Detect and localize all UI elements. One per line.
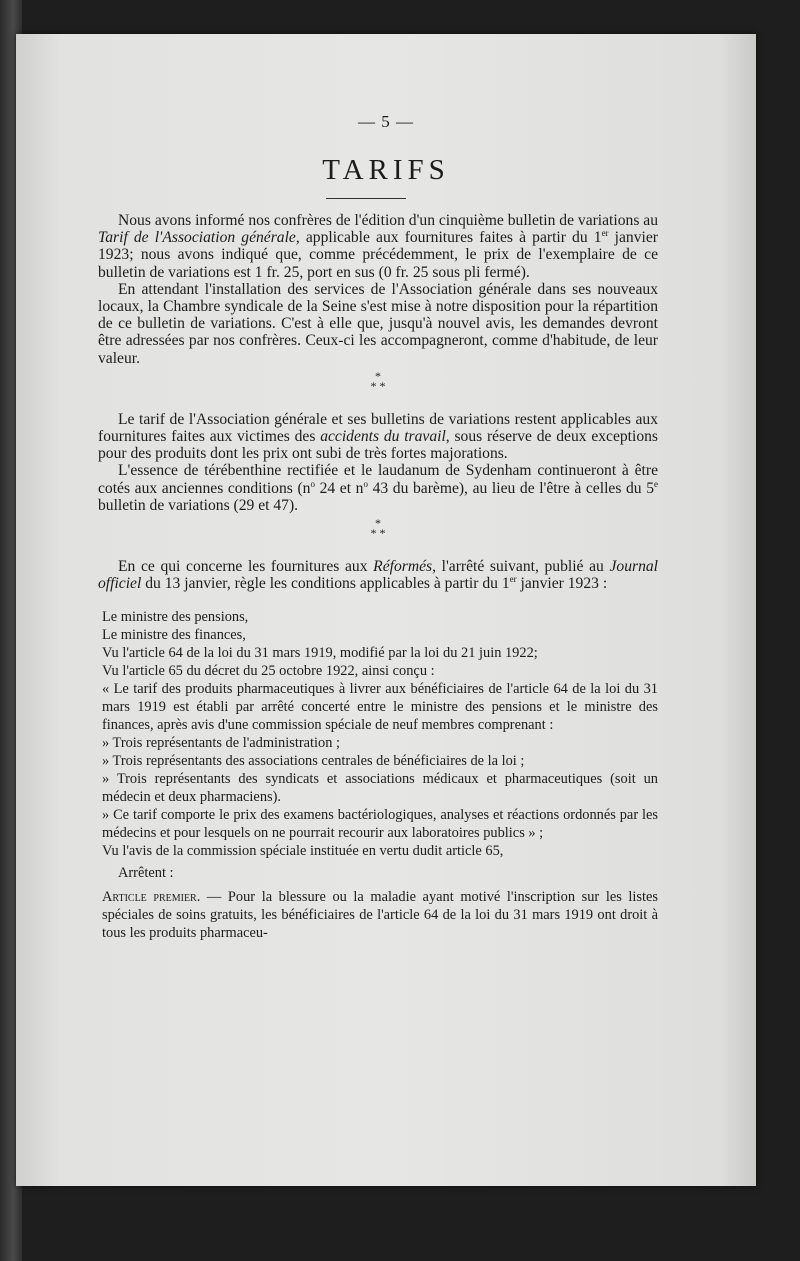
article-label: Article premier. [102,889,201,906]
paragraph: Le tarif de l'Association générale et ses bulletins de variations restent applicables aux fournitures faites aux victimes des accidents du travail, sous réserve de deux exceptions pour des produits dont les prix ont subi de très fortes majorations. [98,410,659,463]
decree-text [98,608,658,942]
page-title: TARIFS [322,154,450,186]
paragraph: Nous avons informé nos confrères de l'édition d'un cinquième bulletin de variations au Tarif de l'Association générale, applicable aux fournitures faites à partir du 1er janvier 1923; nous avons indiqué que, comme précédemment, le prix de l'exemplaire de ce bulletin de variations est 1 fr. 25, port en sus (0 fr. 25 sous pli fermé). [98,212,659,281]
decree-line: Vu l'article 65 du décret du 25 octobre 1922, ainsi conçu : [102,663,435,680]
decree-line: » Trois représentants de l'administration ; [102,735,341,752]
decree-line: Vu l'avis de la commission spéciale instituée en vertu dudit article 65, [102,843,504,860]
asterism-separator: * * * [370,516,386,541]
document-page [16,34,756,1186]
paragraph: L'essence de térébenthine rectifiée et le laudanum de Sydenham continueront à être cotés aux anciennes conditions ($n^o$ 24 et $n^o$ 43 du barème), au lieu de l'être à celles du 5e bulletin de variations (29 et 47). [98,462,659,514]
page-number: — 5 — [358,112,414,131]
document-body [98,212,658,942]
decree-line: Le ministre des finances, [102,627,246,644]
decree-line: Vu l'article 64 de la loi du 31 mars 1919, modifié par la loi du 21 juin 1922; [102,645,538,662]
title-underline [326,198,406,199]
decree-line: » Trois représentants des associations centrales de bénéficiaires de la loi ; [102,753,525,770]
decree-line: » Trois représentants des syndicats et associations médicaux et pharmaceutiques (soit un médecin et deux pharmaciens). [102,771,658,806]
paragraph: En attendant l'installation des services de l'Association générale dans ses nouveaux locaux, la Chambre syndicale de la Seine s'est mise à notre disposition pour la répartition de ce bulletin de variations. C'est à elle que, jusqu'à nouvel avis, les demandes devront être adressées par nos confrères. Ceux-ci les accompagneront, comme d'habitude, de leur valeur. [98,280,658,367]
asterism-separator: * * * [370,368,386,393]
decree-line: » Ce tarif comporte le prix des examens bactériologiques, analyses et réactions ordonnés par les médecins et pour lesquels on ne pourrait recourir aux laboratoires publics » ; [102,807,658,842]
paragraph: En ce qui concerne les fournitures aux Réformés, l'arrêté suivant, publié au Journal officiel du 13 janvier, règle les conditions applicables à partir du 1er janvier 1923 : [98,558,659,593]
decree-line: « Le tarif des produits pharmaceutiques à livrer aux bénéficiaires de l'article 64 de la loi du 31 mars 1919 est établi par arrêté concerté entre le ministre des pensions et le ministre des finances, après avis d'une commission spéciale de neuf membres comprenant : [102,681,658,734]
decree-line: Le ministre des pensions, [102,609,249,626]
decree-line: Arrêtent : [118,865,174,882]
article-paragraph: Article premier. — Pour la blessure ou la maladie ayant motivé l'inscription sur les listes spéciales de soins gratuits, les bénéficiaires de l'article 64 de la loi du 31 mars 1919 ont droit à tous les produits pharmaceu- [102,889,658,942]
